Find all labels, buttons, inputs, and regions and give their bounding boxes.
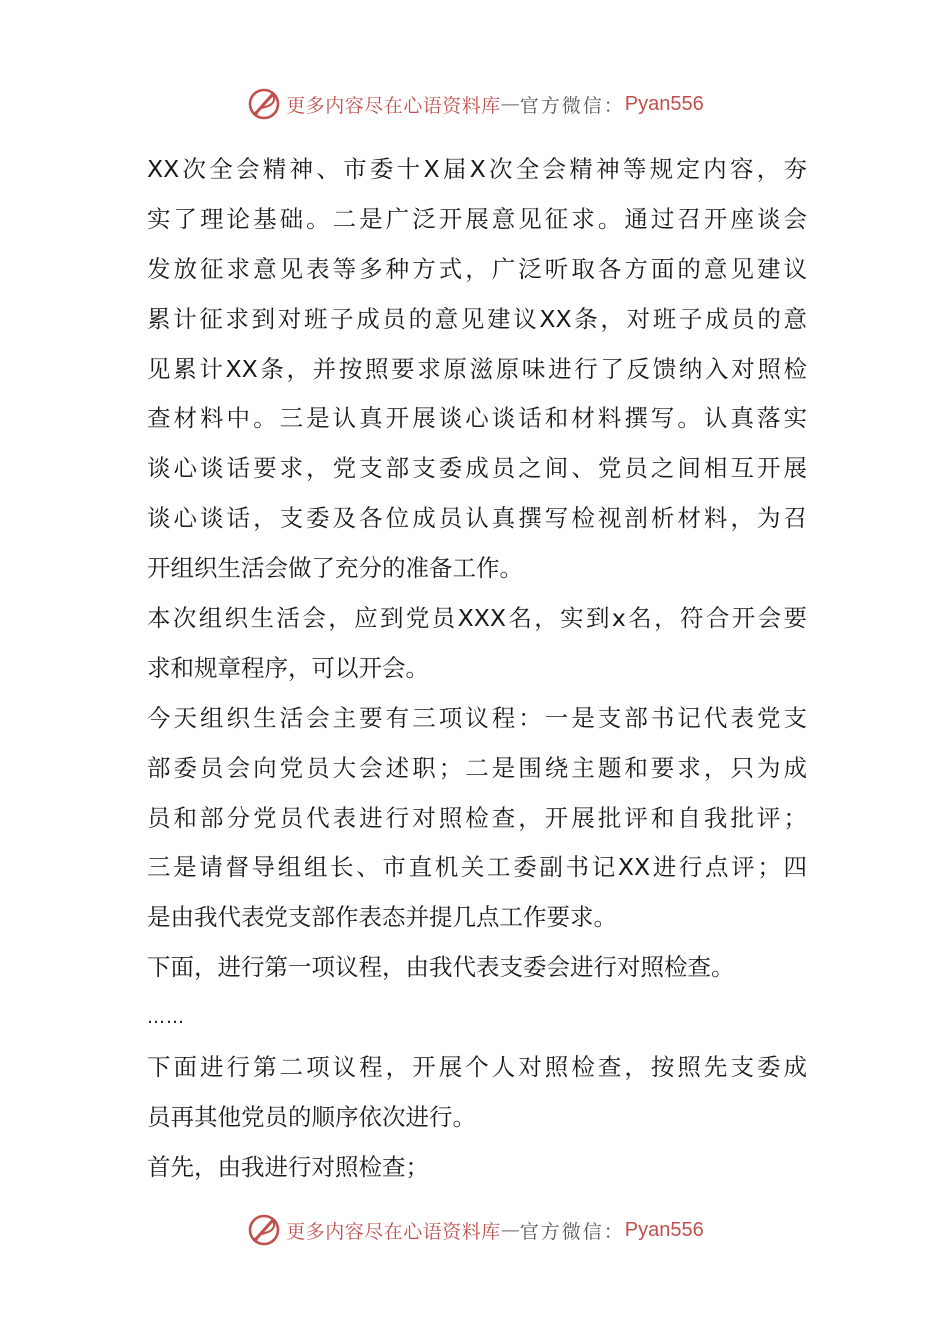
paragraph xyxy=(147,993,807,1043)
footer-banner xyxy=(0,1210,950,1250)
text-line: 谈心谈话，支委及各位成员认真撰写检视剖析材料，为召 xyxy=(147,504,807,533)
banner-official-label: 官方微信： xyxy=(519,1220,625,1243)
text-line: 见累计XX条，并按照要求原滋原味进行了反馈纳入对照检 xyxy=(147,354,807,383)
text-line: 求和规章程序，可以开会。 xyxy=(147,653,429,682)
text-line: 下面，进行第一项议程，由我代表支委会进行对照检查。 xyxy=(147,953,735,982)
quill-logo-icon xyxy=(246,1212,282,1248)
paragraph xyxy=(147,1043,807,1143)
banner-slogan: 更多内容尽在心语资料库 xyxy=(286,1220,501,1243)
text-line: 今天组织生活会主要有三项议程：一是支部书记代表党支 xyxy=(147,703,807,732)
text-line: 实了理论基础。二是广泛开展意见征求。通过召开座谈会 xyxy=(147,204,807,233)
text-line: 发放征求意见表等多种方式，广泛听取各方面的意见建议 xyxy=(147,254,807,283)
text-line: 查材料中。三是认真开展谈心谈话和材料撰写。认真落实 xyxy=(147,404,807,433)
quill-logo-icon xyxy=(246,86,282,122)
text-line: 三是请督导组组长、市直机关工委副书记XX进行点评；四 xyxy=(147,853,807,882)
banner-slogan: 更多内容尽在心语资料库 xyxy=(286,94,501,117)
text-line: XX次全会精神、市委十X届X次全会精神等规定内容，夯 xyxy=(147,155,807,183)
document-body xyxy=(147,145,807,1193)
paragraph xyxy=(147,594,807,694)
text-line: 员再其他党员的顺序依次进行。 xyxy=(147,1102,476,1131)
ellipsis-line: …… xyxy=(147,1007,185,1029)
paragraph xyxy=(147,694,807,943)
banner-wechat-id: Pyan556 xyxy=(624,1218,704,1241)
banner-official-label: 官方微信： xyxy=(519,94,625,117)
banner-wechat-id: Pyan556 xyxy=(624,92,704,115)
text-line: 部委员会向党员大会述职；二是围绕主题和要求，只为成 xyxy=(147,753,807,782)
text-line: 本次组织生活会，应到党员XXX名，实到x名，符合开会要 xyxy=(147,604,807,633)
header-banner xyxy=(0,84,950,124)
paragraph xyxy=(147,1143,807,1193)
banner-dash: — xyxy=(500,93,520,115)
text-line: 下面进行第二项议程，开展个人对照检查，按照先支委成 xyxy=(147,1053,807,1082)
text-line: 累计征求到对班子成员的意见建议XX条，对班子成员的意 xyxy=(147,304,807,333)
text-line: 员和部分党员代表进行对照检查，开展批评和自我批评； xyxy=(147,803,807,832)
text-line: 是由我代表党支部作表态并提几点工作要求。 xyxy=(147,903,617,932)
text-line: 谈心谈话要求，党支部支委成员之间、党员之间相互开展 xyxy=(147,454,807,483)
paragraph xyxy=(147,943,807,993)
banner-dash: — xyxy=(500,1219,520,1241)
paragraph xyxy=(147,145,807,594)
text-line: 开组织生活会做了充分的准备工作。 xyxy=(147,554,523,583)
text-line: 首先，由我进行对照检查； xyxy=(147,1152,429,1181)
